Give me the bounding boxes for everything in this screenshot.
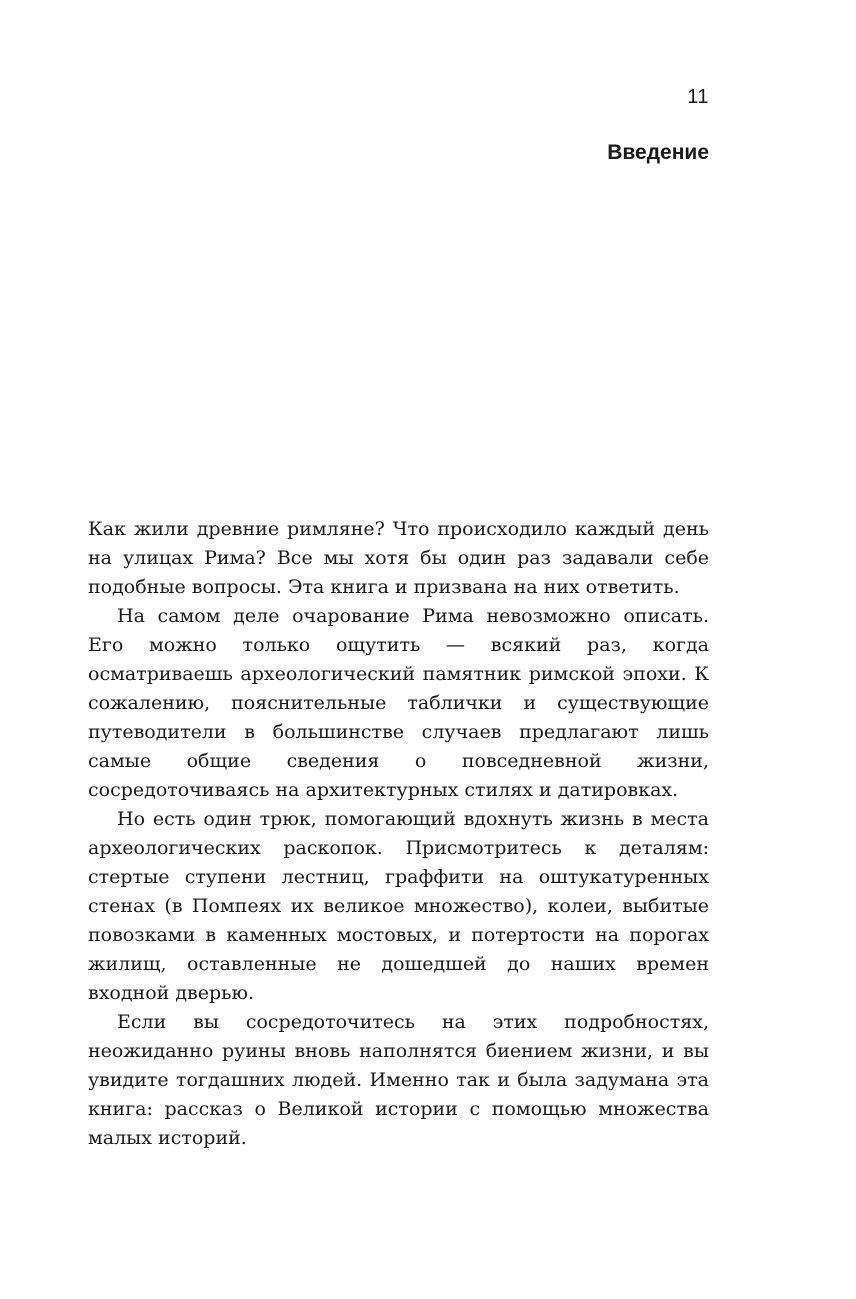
paragraph-1: Как жили древние римляне? Что происходило каждый день на улицах Рима? Все мы хотя бы один раз задавали себе подобные вопросы. Эта книга и призвана на них ответить.: [88, 518, 709, 598]
paragraph-3: Но есть один трюк, помогающий вдохнуть жизнь в места археологических раскопок. Присмотритесь к деталям: стертые ступени лестниц, граффити на оштукатуренных стенах (в Помпеях их великое множество), колеи, выбитые повозками в каменных мостовых, и потертости на порогах жилищ, оставленные не дошедшей до наших времен входной дверью.: [88, 808, 709, 1004]
page-number: 11: [687, 86, 709, 108]
paragraph-2: На самом деле очарование Рима невозможно описать. Его можно только ощутить — всякий раз, когда осматриваешь археологический памятник римской эпохи. К сожалению, пояснительные таблички и существующие путеводители в большинстве случаев предлагают лишь самые общие сведения о повседневной жизни, сосредоточиваясь на архитектурных стилях и датировках.: [88, 605, 709, 801]
body-text: [88, 515, 709, 1153]
chapter-title: Введение: [607, 141, 709, 164]
paragraph-4: Если вы сосредоточитесь на этих подробностях, неожиданно руины вновь наполнятся биением жизни, и вы увидите тогдашних людей. Именно так и была задумана эта книга: рассказ о Великой истории с помощью множества малых историй.: [88, 1011, 709, 1149]
